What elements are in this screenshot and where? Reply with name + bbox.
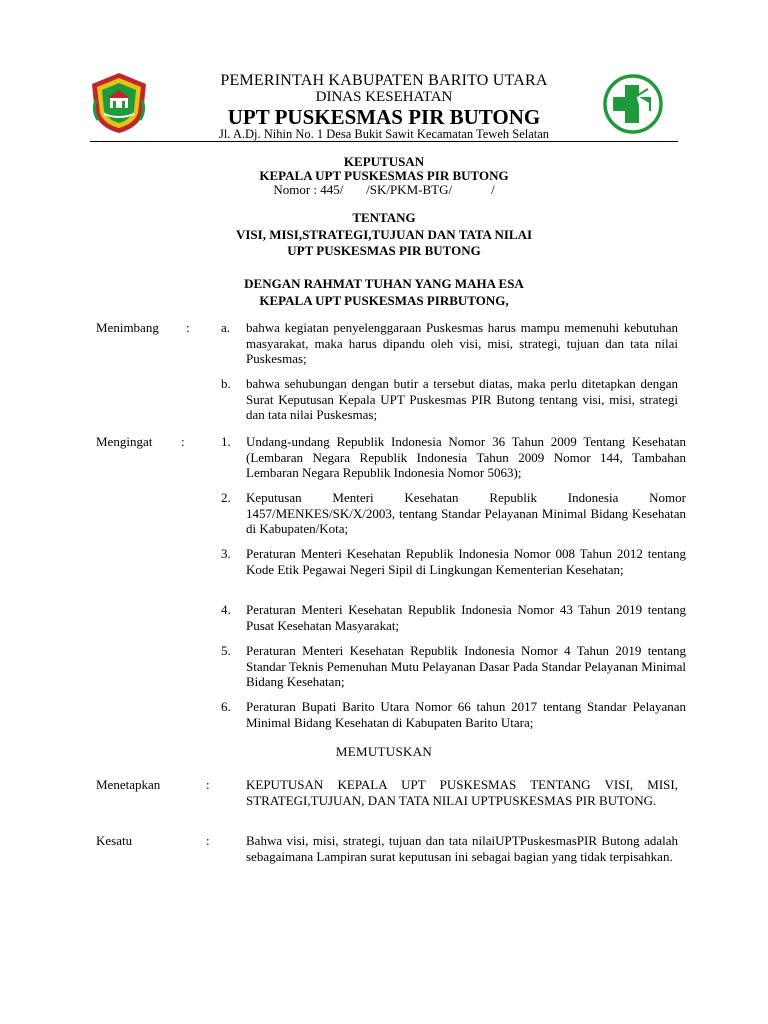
mengingat-marker-5: 5. (221, 643, 231, 658)
memutuskan-heading: MEMUTUSKAN (335, 744, 433, 759)
mengingat-marker-1: 1. (221, 434, 231, 449)
mengingat-marker-6: 6. (221, 699, 231, 714)
header-government: PEMERINTAH KABUPATEN BARITO UTARA (220, 72, 548, 89)
kesatu-label: Kesatu (96, 833, 133, 848)
kesatu-colon: : (206, 833, 210, 848)
title-nomor: Nomor : 445/ /SK/PKM-BTG/ / (273, 182, 495, 197)
mengingat-item-1: Undang-undang Republik Indonesia Nomor 36 Tahun 2009 Tentang Kesehatan (Lembaran Negara Republik Indonesia Tahun 2009 Nomor 144, Tambahan Lembaran Negara Republik Indonesia Nomor 5063); (246, 434, 686, 480)
mengingat-label: Mengingat (96, 434, 153, 449)
menimbang-marker-a: a. (221, 320, 231, 335)
header-agency: DINAS KESEHATAN (315, 89, 453, 105)
mengingat-item-2: Keputusan Menteri Kesehatan Republik Indonesia Nomor 1457/MENKES/SK/X/2003, tentang Standar Pelayanan Minimal Bidang Kesehatan di Kabupaten/Kota; (246, 490, 686, 536)
header-divider (90, 141, 678, 142)
mengingat-colon: : (181, 434, 185, 449)
rahmat-line1: DENGAN RAHMAT TUHAN YANG MAHA ESA (244, 276, 524, 291)
mengingat-item-5: Peraturan Menteri Kesehatan Republik Indonesia Nomor 4 Tahun 2019 tentang Standar Teknis Pemenuhan Mutu Pelayanan Dasar Pada Standar Pelayanan Minimal Bidang Kesehatan; (246, 643, 686, 689)
menetapkan-colon: : (206, 777, 210, 792)
tentang-line2: UPT PUSKESMAS PIR BUTONG (287, 243, 481, 258)
menimbang-label: Menimbang (96, 320, 159, 335)
menimbang-colon: : (186, 320, 190, 335)
title-keputusan: KEPUTUSAN (343, 154, 425, 169)
tentang-label: TENTANG (352, 210, 416, 225)
header-address: Jl. A.Dj. Nihin No. 1 Desa Bukit Sawit Kecamatan Teweh Selatan (218, 127, 550, 141)
menimbang-item-a: bahwa kegiatan penyelenggaraan Puskesmas harus mampu memenuhi kebutuhan masyarakat, maka harus dipandu oleh visi, misi, strategi, tujuan dan tata nilai Puskesmas; (246, 320, 678, 366)
mengingat-marker-3: 3. (221, 546, 231, 561)
tentang-line1: VISI, MISI,STRATEGI,TUJUAN DAN TATA NILAI (235, 227, 533, 242)
menimbang-item-b: bahwa sehubungan dengan butir a tersebut diatas, maka perlu ditetapkan dengan Surat Keputusan Kepala UPT Puskesmas PIR Butong tentang visi, misi, strategi dan tata nilai Puskesmas; (246, 376, 678, 422)
header-institution: UPT PUSKESMAS PIR BUTONG (227, 105, 541, 129)
menimbang-marker-b: b. (221, 376, 231, 391)
mengingat-item-4: Peraturan Menteri Kesehatan Republik Indonesia Nomor 43 Tahun 2019 tentang Pusat Kesehatan Masyarakat; (246, 602, 686, 633)
rahmat-line2: KEPALA UPT PUSKESMAS PIRBUTONG, (259, 293, 509, 308)
mengingat-item-3: Peraturan Menteri Kesehatan Republik Indonesia Nomor 008 Tahun 2012 tentang Kode Etik Pegawai Negeri Sipil di Lingkungan Kementerian Kesehatan; (246, 546, 686, 577)
menetapkan-text: KEPUTUSAN KEPALA UPT PUSKESMAS TENTANG VISI, MISI, STRATEGI,TUJUAN, DAN TATA NILAI UPTPUSKESMAS PIR BUTONG. (246, 777, 678, 808)
title-kepala: KEPALA UPT PUSKESMAS PIR BUTONG (259, 168, 509, 183)
kesatu-text: Bahwa visi, misi, strategi, tujuan dan tata nilaiUPTPuskesmasPIR Butong adalah sebagaimana Lampiran surat keputusan ini sebagai bagian yang tidak terpisahkan. (246, 833, 678, 864)
mengingat-marker-2: 2. (221, 490, 231, 505)
menetapkan-label: Menetapkan (96, 777, 161, 792)
mengingat-item-6: Peraturan Bupati Barito Utara Nomor 66 tahun 2017 tentang Standar Pelayanan Minimal Bidang Kesehatan di Kabupaten Barito Utara; (246, 699, 686, 730)
mengingat-marker-4: 4. (221, 602, 231, 617)
